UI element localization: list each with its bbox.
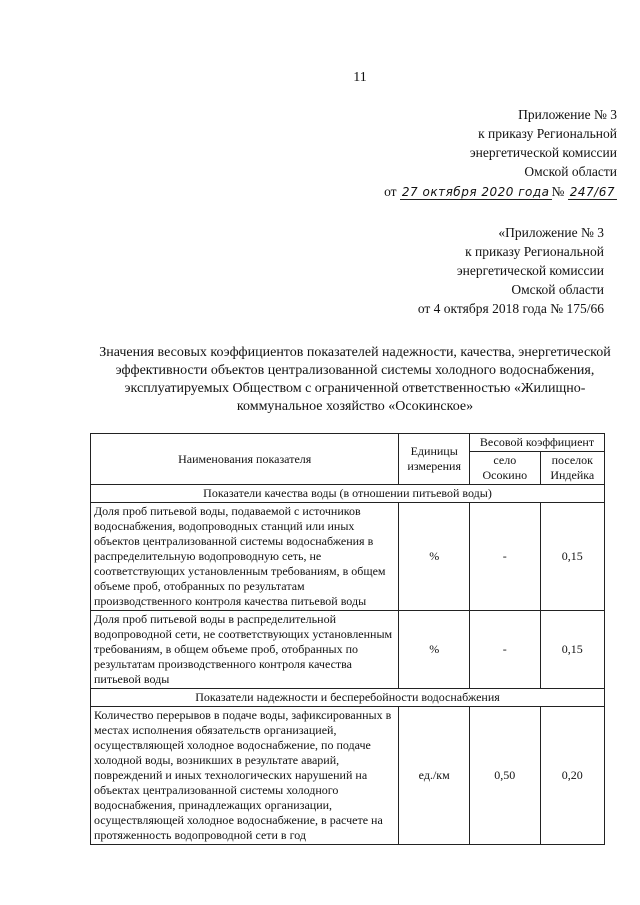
header-unit: Единицы измерения: [399, 434, 470, 485]
header-sub2: поселок Индейка: [540, 452, 604, 485]
indicator-name: Доля проб питьевой воды, подаваемой с источников водоснабжения, водопроводных станций или иных объектов централизованной системы водоснабжения в распределительную водопроводную сеть, не соответствующих установленным требованиям, в общем объеме проб, отобранных по результатам производственного контроля качества питьевой воды: [91, 503, 399, 611]
indicator-value-1: -: [470, 503, 541, 611]
section-title: Показатели качества воды (в отношении питьевой воды): [91, 485, 605, 503]
table-header-row: [91, 434, 605, 452]
section-row: [91, 689, 605, 707]
header-name: Наименования показателя: [91, 434, 399, 485]
appendix-line: Омской области: [524, 164, 617, 179]
appendix-line: Приложение № 3: [518, 107, 617, 122]
appendix-line: энергетической комиссии: [469, 145, 617, 160]
appendix-line: энергетической комиссии: [456, 263, 604, 278]
number-prefix: №: [551, 184, 565, 199]
handwritten-date: 27 октября 2020 года: [401, 185, 550, 199]
appendix-line: к приказу Региональной: [465, 244, 604, 259]
appendix-line: «Приложение № 3: [498, 225, 604, 240]
indicator-value-2: 0,15: [540, 611, 604, 689]
appendix-line: Омской области: [511, 282, 604, 297]
indicator-name: Количество перерывов в подаче воды, зафиксированных в местах исполнения обязательств организацией, осуществляющей холодное водоснабжение, по подаче холодной воды, возникших в результате аварий, повреждений и иных технологических нарушений на объектах централизованной системы холодного водоснабжения, принадлежащих организации, осуществляющей холодное водоснабжение, в расчете на протяженность водопроводной сети в год: [91, 707, 399, 845]
indicator-value-2: 0,15: [540, 503, 604, 611]
appendix-line: от 4 октября 2018 года № 175/66: [417, 301, 604, 316]
header-sub1: село Осокино: [470, 452, 541, 485]
indicator-unit: %: [399, 611, 470, 689]
appendix-current: [384, 105, 617, 202]
appendix-date-line: [384, 182, 617, 202]
section-title: Показатели надежности и бесперебойности водоснабжения: [91, 689, 605, 707]
header-weight: Весовой коэффициент: [470, 434, 605, 452]
document-title: Значения весовых коэффициентов показателей надежности, качества, энергетической эффективности объектов централизованной системы холодного водоснабжения, эксплуатируемых Обществом с ограниченной ответственностью «Жилищно-коммунальное хозяйство «Осокинское»: [99, 345, 611, 414]
appendix-previous: [418, 223, 604, 318]
handwritten-number: 247/67: [569, 185, 615, 199]
section-row: [91, 485, 605, 503]
table-row: [91, 611, 605, 689]
appendix-line: к приказу Региональной: [478, 126, 617, 141]
indicator-value-1: 0,50: [470, 707, 541, 845]
table-row: [91, 707, 605, 845]
date-prefix: от: [384, 184, 397, 199]
table-row: [91, 503, 605, 611]
page-number: 11: [353, 70, 367, 85]
indicator-value-1: -: [470, 611, 541, 689]
indicator-name: Доля проб питьевой воды в распределительной водопроводной сети, не соответствующих установленным требованиям, в общем объеме проб, отобранных по результатам производственного контроля качества питьевой воды: [91, 611, 399, 689]
indicator-unit: ед./км: [399, 707, 470, 845]
indicator-unit: %: [399, 503, 470, 611]
coefficients-table: [90, 433, 605, 845]
indicator-value-2: 0,20: [540, 707, 604, 845]
